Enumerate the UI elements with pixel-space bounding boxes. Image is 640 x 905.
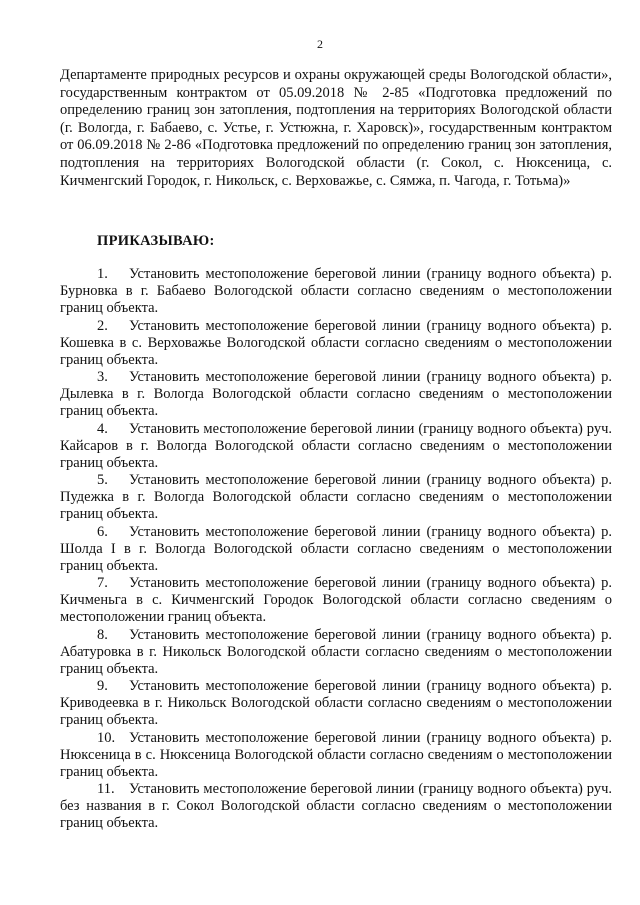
order-item xyxy=(60,421,612,473)
order-item xyxy=(60,678,612,730)
item-text: Установить местоположение береговой линии (границу водного объекта) р. Шолда I в г. Вологда Вологодской области согласно сведениям о местоположении границ объекта. xyxy=(60,523,612,574)
item-text: Установить местоположение береговой линии (границу водного объекта) р. Криводеевка в г. Никольск Вологодской области согласно сведениям о местоположении границ объекта. xyxy=(60,678,612,729)
item-number: 1. xyxy=(97,266,108,282)
item-number: 3. xyxy=(97,369,108,385)
item-number: 2. xyxy=(97,317,108,334)
intro-paragraph xyxy=(60,67,612,190)
item-number: 11. xyxy=(97,781,115,797)
item-text: Установить местоположение береговой линии (границу водного объекта) руч. без названия в г. Сокол Вологодской области согласно сведениям о местоположении границ объекта. xyxy=(60,781,612,832)
order-item xyxy=(60,318,612,370)
item-text: Установить местоположение береговой линии (границу водного объекта) р. Кичменьга в с. Кичменгский Городок Вологодской области согласно сведениям о местоположении границ объекта. xyxy=(60,575,612,626)
item-number: 7. xyxy=(97,575,108,591)
item-number: 5. xyxy=(97,472,108,488)
order-item xyxy=(60,627,612,679)
order-item xyxy=(60,369,612,421)
item-text: Установить местоположение береговой линии (границу водного объекта) р. Дылевка в г. Вологда Вологодской области согласно сведениям о местоположении границ объекта. xyxy=(60,369,612,420)
item-text: Установить местоположение береговой линии (границу водного объекта) р. Нюксеница в с. Нюксеница Вологодской области согласно сведениям о местоположении границ объекта. xyxy=(60,729,612,780)
order-item xyxy=(60,781,612,833)
order-item xyxy=(60,524,612,576)
item-text: Установить местоположение береговой линии (границу водного объекта) р. Пудежка в г. Вологда Вологодской области согласно сведениям о местоположении границ объекта. xyxy=(60,472,612,523)
order-heading: ПРИКАЗЫВАЮ: xyxy=(97,233,215,249)
order-item xyxy=(60,575,612,627)
order-items-list xyxy=(60,266,612,833)
order-item xyxy=(60,266,612,318)
page-number: 2 xyxy=(317,37,323,51)
order-item xyxy=(60,472,612,524)
order-item xyxy=(60,730,612,782)
item-text: Установить местоположение береговой линии (границу водного объекта) руч. Кайсаров в г. Вологда Вологодской области согласно сведениям о местоположении границ объекта. xyxy=(60,420,612,471)
item-number: 9. xyxy=(97,678,108,694)
item-text: Установить местоположение береговой линии (границу водного объекта) р. Абатуровка в г. Никольск Вологодской области согласно сведениям о местоположении границ объекта. xyxy=(60,626,612,677)
item-text: Установить местоположение береговой линии (границу водного объекта) р. Кошевка в с. Верховажье Вологодской области согласно сведениям о местоположении границ объекта. xyxy=(60,317,612,368)
item-number: 6. xyxy=(97,523,108,540)
item-text: Установить местоположение береговой линии (границу водного объекта) р. Бурновка в г. Бабаево Вологодской области согласно сведениям о местоположении границ объекта. xyxy=(60,266,612,317)
intro-text: Департаменте природных ресурсов и охраны окружающей среды Вологодской области», государственным контрактом от 05.09.2018 № 2-85 «Подготовка предложений по определению границ зон затопления, подтопления на территориях Вологодской области (г. Вологда, г. Бабаево, с. Устье, г. Устюжна, г. Харовск)», государственным контрактом от 06.09.2018 № 2-86 «Подготовка предложений по определению границ зон затопления, подтопления на территориях Вологодской области (г. Сокол, с. Нюксеница, с. Кичменгский Городок, г. Никольск, с. Верховажье, с. Сямжа, п. Чагода, г. Тотьма)» xyxy=(60,67,612,189)
item-number: 8. xyxy=(97,626,108,643)
item-number: 4. xyxy=(97,420,108,437)
item-number: 10. xyxy=(97,729,116,746)
